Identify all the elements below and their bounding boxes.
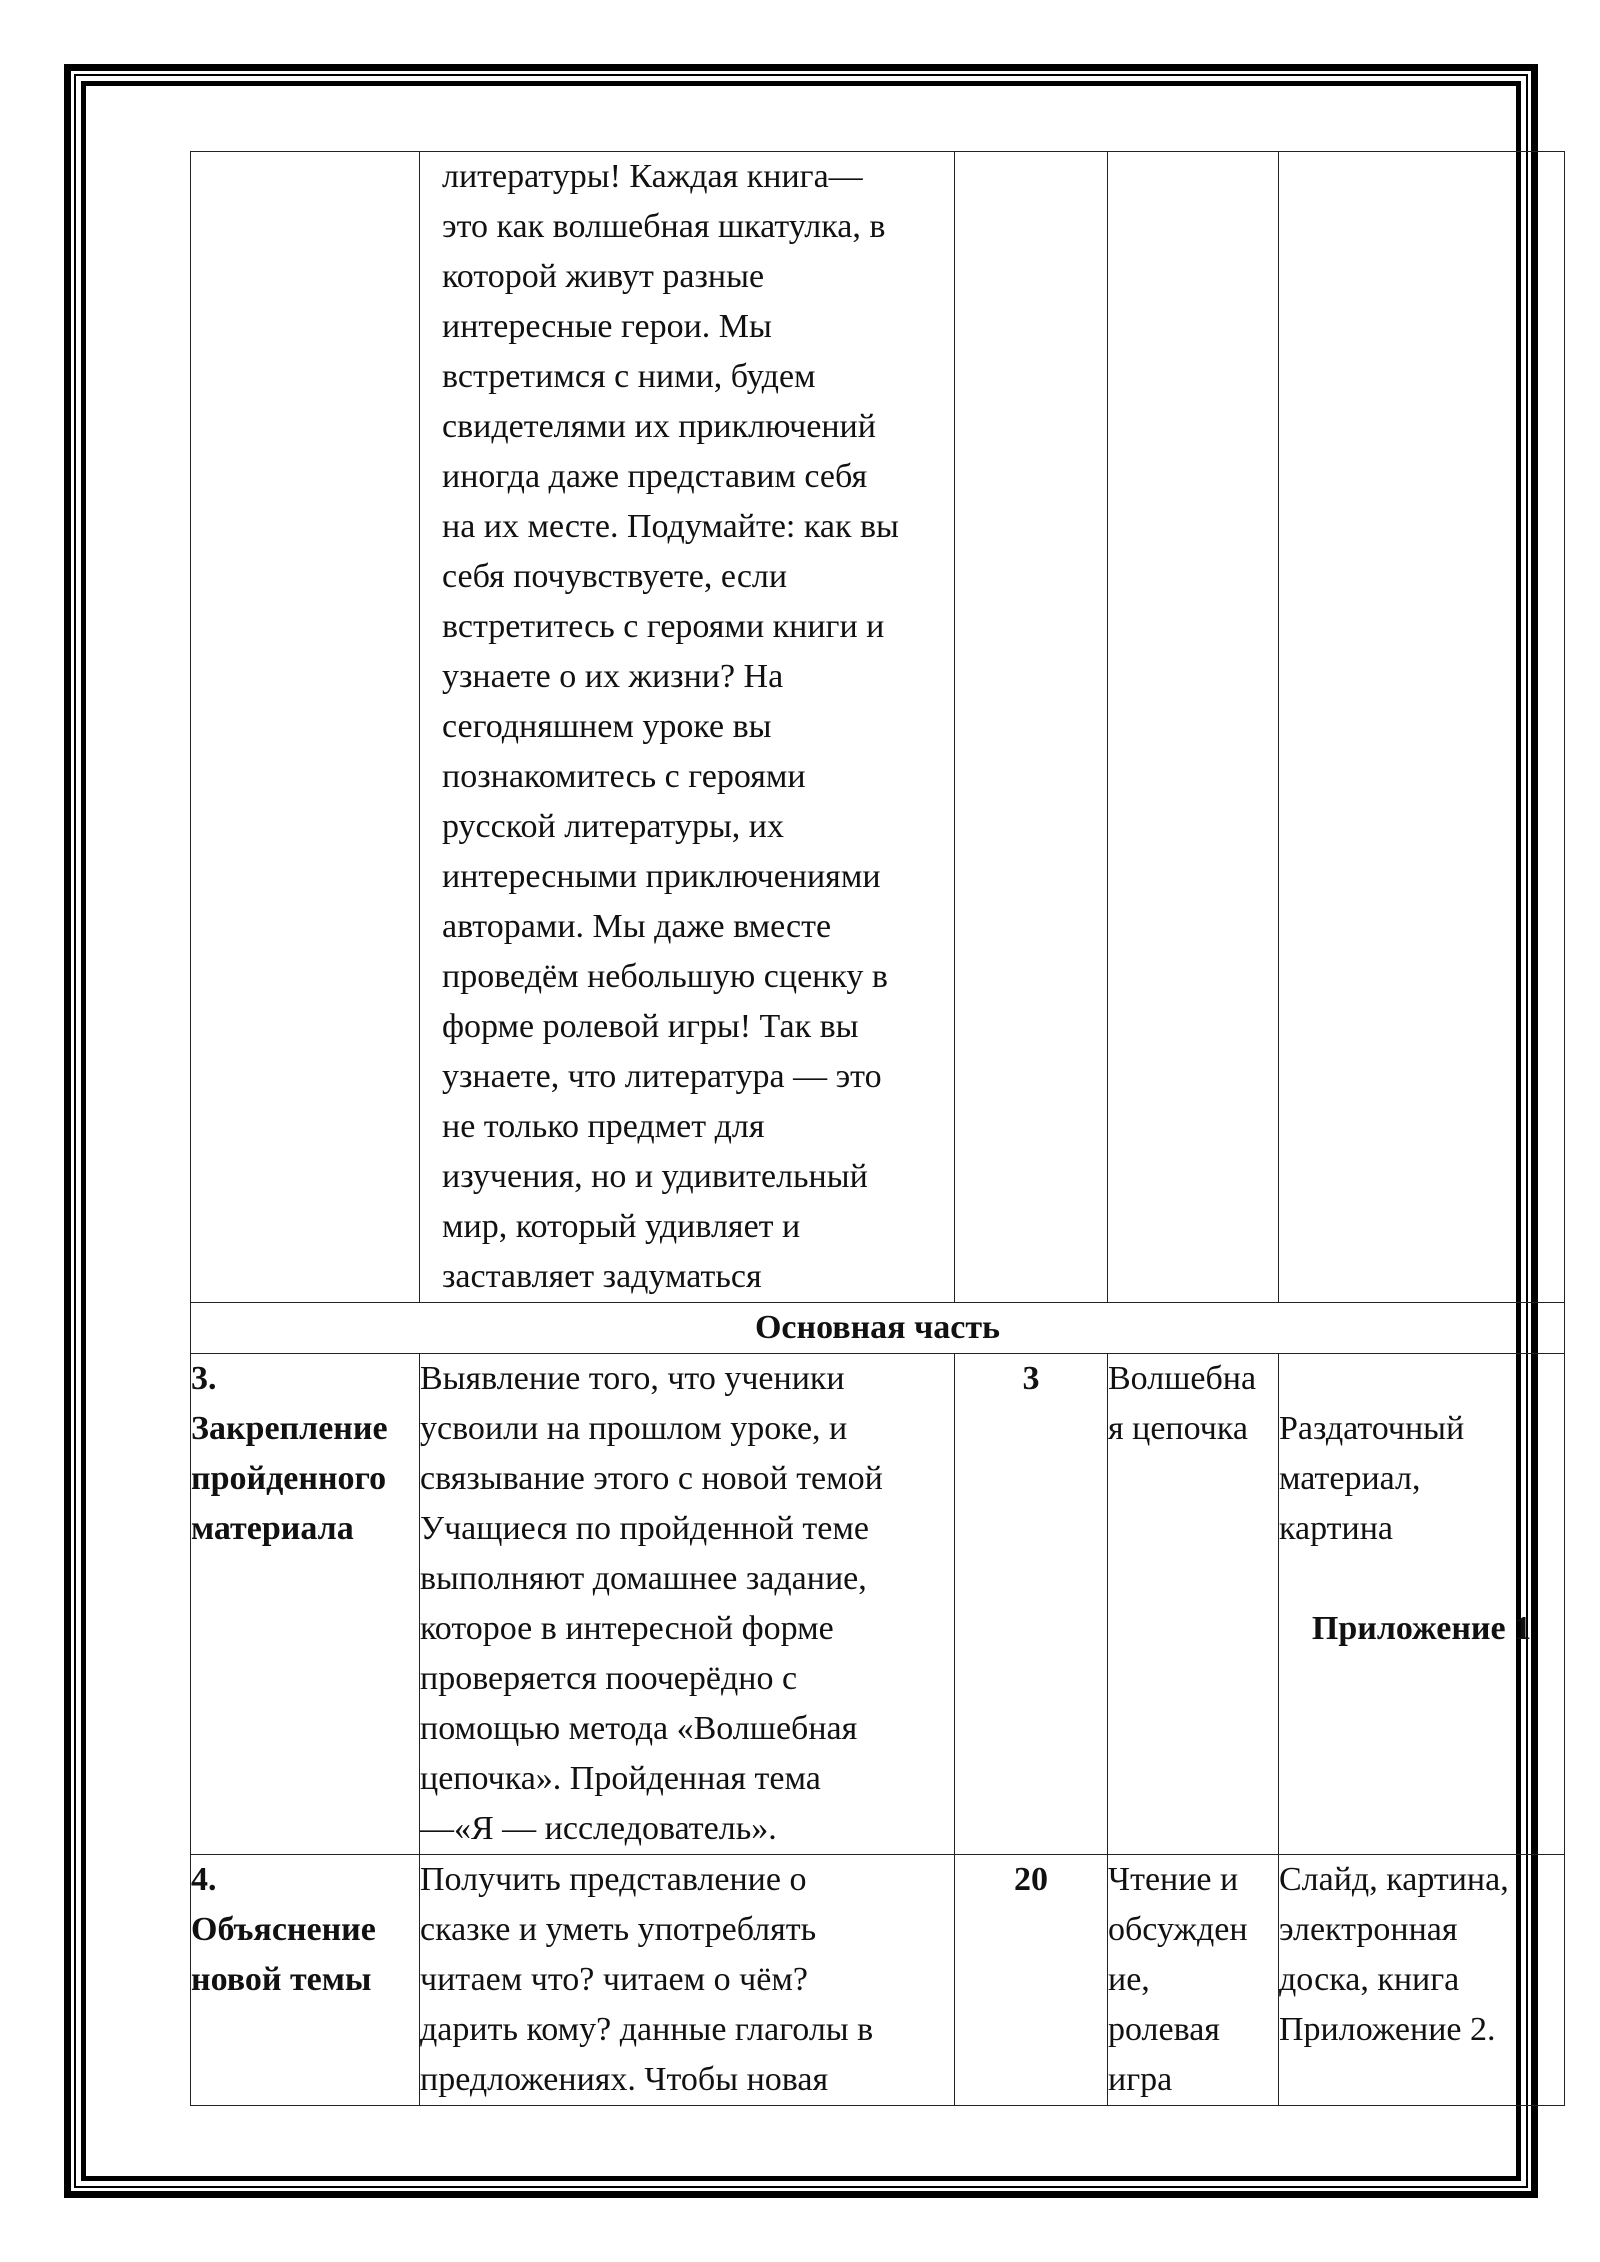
- time-cell: 20: [955, 1855, 1108, 2106]
- section-heading-row: [191, 1303, 1565, 1354]
- stage-cell: [191, 152, 420, 1303]
- method-cell: [1108, 152, 1279, 1303]
- resources-cell: Слайд, картина, электронная доска, книга Приложение 2.: [1279, 1855, 1565, 2106]
- resources-cell: [1279, 1354, 1565, 1855]
- content-cell: Выявление того, что ученики усвоили на прошлом уроке, и связывание этого с новой темой Учащиеся по пройденной теме выполняют домашнее задание, которое в интересной форме проверяется поочерёдно с помощью метода «Волшебная цепочка». Пройденная тема —«Я — исследователь».: [420, 1354, 955, 1855]
- section-title: Основная часть: [191, 1303, 1565, 1354]
- content-cell: литературы! Каждая книга— это как волшебная шкатулка, в которой живут разные интересные герои. Мы встретимся с ними, будем свидетелями их приключений иногда даже представим себя на их месте. Подумайте: как вы себя почувствуете, если встретитесь с героями книги и узнаете о их жизни? На сегодняшнем уроке вы познакомитесь с героями русской литературы, их интересными приключениями авторами. Мы даже вместе проведём небольшую сценку в форме ролевой игры! Так вы узнаете, что литература — это не только предмет для изучения, но и удивительный мир, который удивляет и заставляет задуматься: [420, 152, 955, 1303]
- time-cell: 3: [955, 1354, 1108, 1855]
- table-row-stage-3: [191, 1354, 1565, 1855]
- content-cell: Получить представление о сказке и уметь употреблять читаем что? читаем о чём? дарить кому? данные глаголы в предложениях. Чтобы новая: [420, 1855, 955, 2106]
- stage-cell: 4. Объяснение новой темы: [191, 1855, 420, 2106]
- stage-cell: 3. Закрепление пройденного материала: [191, 1354, 420, 1855]
- resources-cell: [1279, 152, 1565, 1303]
- appendix-reference: Приложение 1: [1311, 1610, 1532, 1647]
- method-cell: Волшебна я цепочка: [1108, 1354, 1279, 1855]
- method-cell: Чтение и обсужден ие, ролевая игра: [1108, 1855, 1279, 2106]
- resources-text: Раздаточный материал, картина: [1279, 1410, 1465, 1547]
- time-cell: [955, 152, 1108, 1303]
- lesson-plan-table: [190, 151, 1565, 2106]
- table-row-intro-continuation: [191, 152, 1565, 1303]
- table-row-stage-4: [191, 1855, 1565, 2106]
